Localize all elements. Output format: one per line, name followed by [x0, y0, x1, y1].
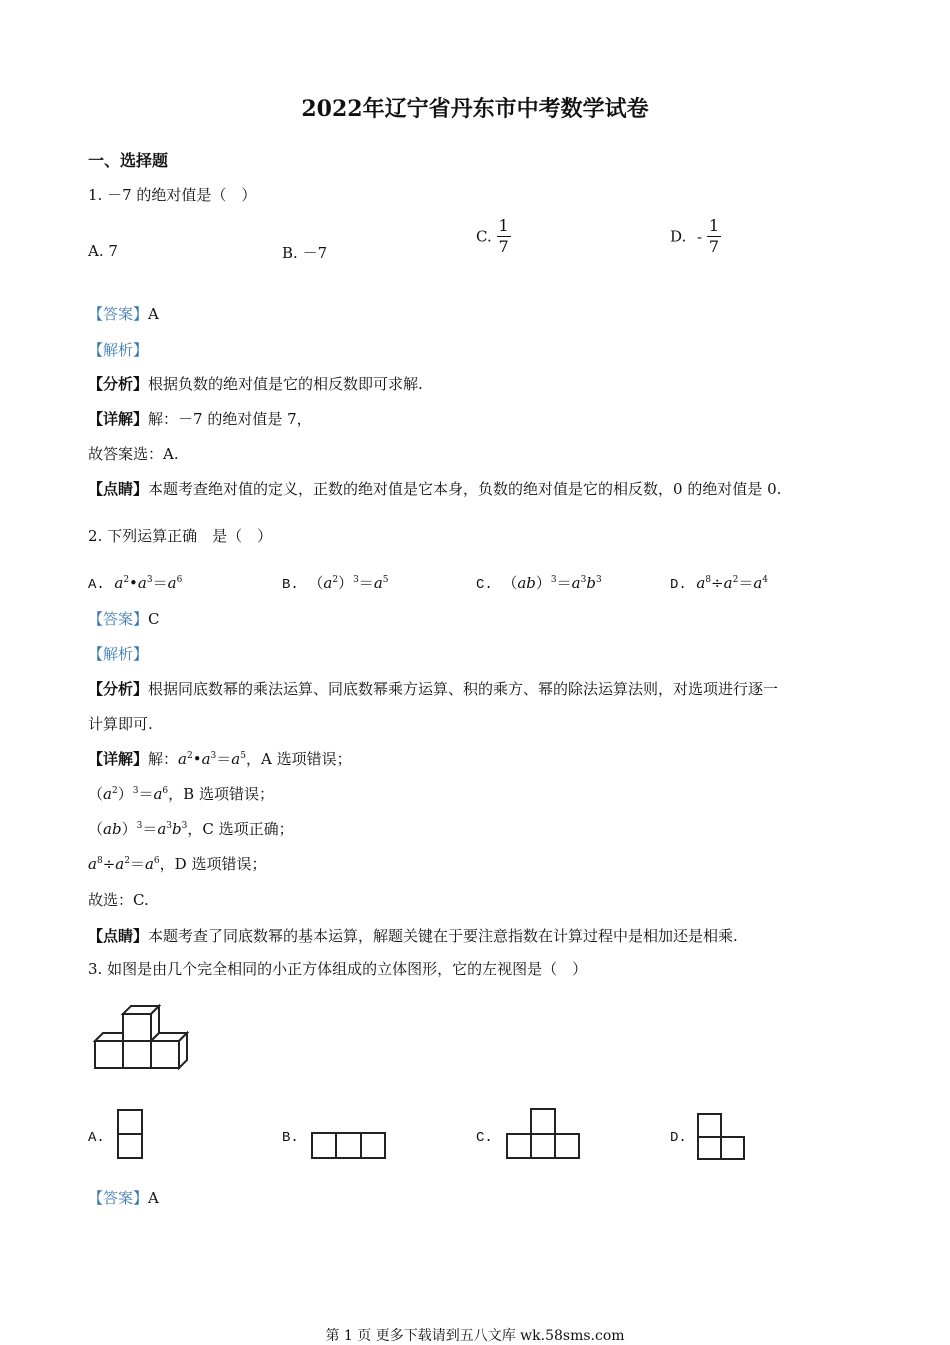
fraction: $\frac{1}{7}$ [498, 216, 509, 256]
q1-option-a: A. 7 [88, 242, 118, 260]
q1-analysis-label: 【解析】 [88, 341, 149, 359]
q2-answer: 【答案】C [88, 610, 160, 628]
section-heading: 一、选择题 [88, 151, 169, 170]
q2-option-d: D. $a^8\div a^2=a^4$ [670, 574, 769, 593]
fraction: $\frac{1}{7}$ [708, 216, 720, 256]
q3-option-b-label: B. [282, 1130, 299, 1146]
q2-detail-b: $(a^2)^3=a^6$，B 选项错误； [88, 785, 274, 803]
q2-detail-c: $(ab)^3=a^3b^3$，C 选项正确； [88, 820, 294, 838]
q3-option-c-figure [505, 1107, 585, 1161]
q2-option-c: C. $(ab)^3=a^3b^3$ [476, 574, 602, 593]
q2-dianjing: 【点睛】本题考查了同底数幂的基本运算，解题关键在于要注意指数在计算过程中是相加还是相乘. [88, 927, 738, 945]
q2-conclusion: 故选：C. [88, 891, 149, 909]
q1-fenxi: 【分析】根据负数的绝对值是它的相反数即可求解. [88, 375, 423, 393]
q3-option-a-label: A. [88, 1130, 105, 1146]
q3-option-c-label: C. [476, 1130, 493, 1146]
q2-detail-d: $a^8\div a^2=a^6$，D 选项错误； [88, 855, 267, 873]
q2-fenxi-line2: 计算即可. [88, 715, 153, 733]
q1-option-c: C. $\frac{1}{7}$ [476, 216, 509, 256]
q3-option-d-label: D. [670, 1130, 687, 1146]
q2-option-b: B. $(a^2)^3=a^5$ [282, 574, 389, 593]
q2-analysis-label: 【解析】 [88, 645, 149, 663]
q1-conclusion: 故答案选：A. [88, 445, 179, 463]
q3-option-a-figure [116, 1108, 146, 1160]
q1-dianjing: 【点睛】本题考查绝对值的定义，正数的绝对值是它本身，负数的绝对值是它的相反数，0 的绝对值是 0. [88, 480, 782, 498]
q1-stem: 1. －7 的绝对值是（ ） [88, 186, 257, 204]
q3-option-d-figure [696, 1112, 748, 1162]
q3-answer: 【答案】A [88, 1189, 159, 1207]
q2-detail-a: 【详解】解：$a^2•a^3=a^5$，A 选项错误； [88, 750, 352, 768]
q2-stem: 2. 下列运算正确 是（ ） [88, 527, 273, 545]
q3-option-b-figure [310, 1131, 390, 1161]
cube-figure [90, 1000, 190, 1074]
q1-answer: 【答案】A [88, 305, 159, 323]
q3-stem: 3. 如图是由几个完全相同的小正方体组成的立体图形，它的左视图是（ ） [88, 960, 588, 978]
page-footer: 第 1 页 更多下载请到五八文库 wk.58sms.com [325, 1328, 625, 1344]
q1-option-d: D. - $\frac{1}{7}$ [670, 216, 720, 256]
q1-detail: 【详解】解：－7 的绝对值是 7， [88, 410, 312, 428]
q2-option-a: A. $a^2•a^3=a^6$ [88, 574, 183, 593]
q2-fenxi-line1: 【分析】根据同底数幂的乘法运算、同底数幂乘方运算、积的乘方、幂的除法运算法则，对选项进行逐一 [88, 680, 779, 698]
page-title: 2022年辽宁省丹东市中考数学试卷 [301, 96, 649, 122]
q1-option-b: B. －7 [282, 244, 328, 262]
